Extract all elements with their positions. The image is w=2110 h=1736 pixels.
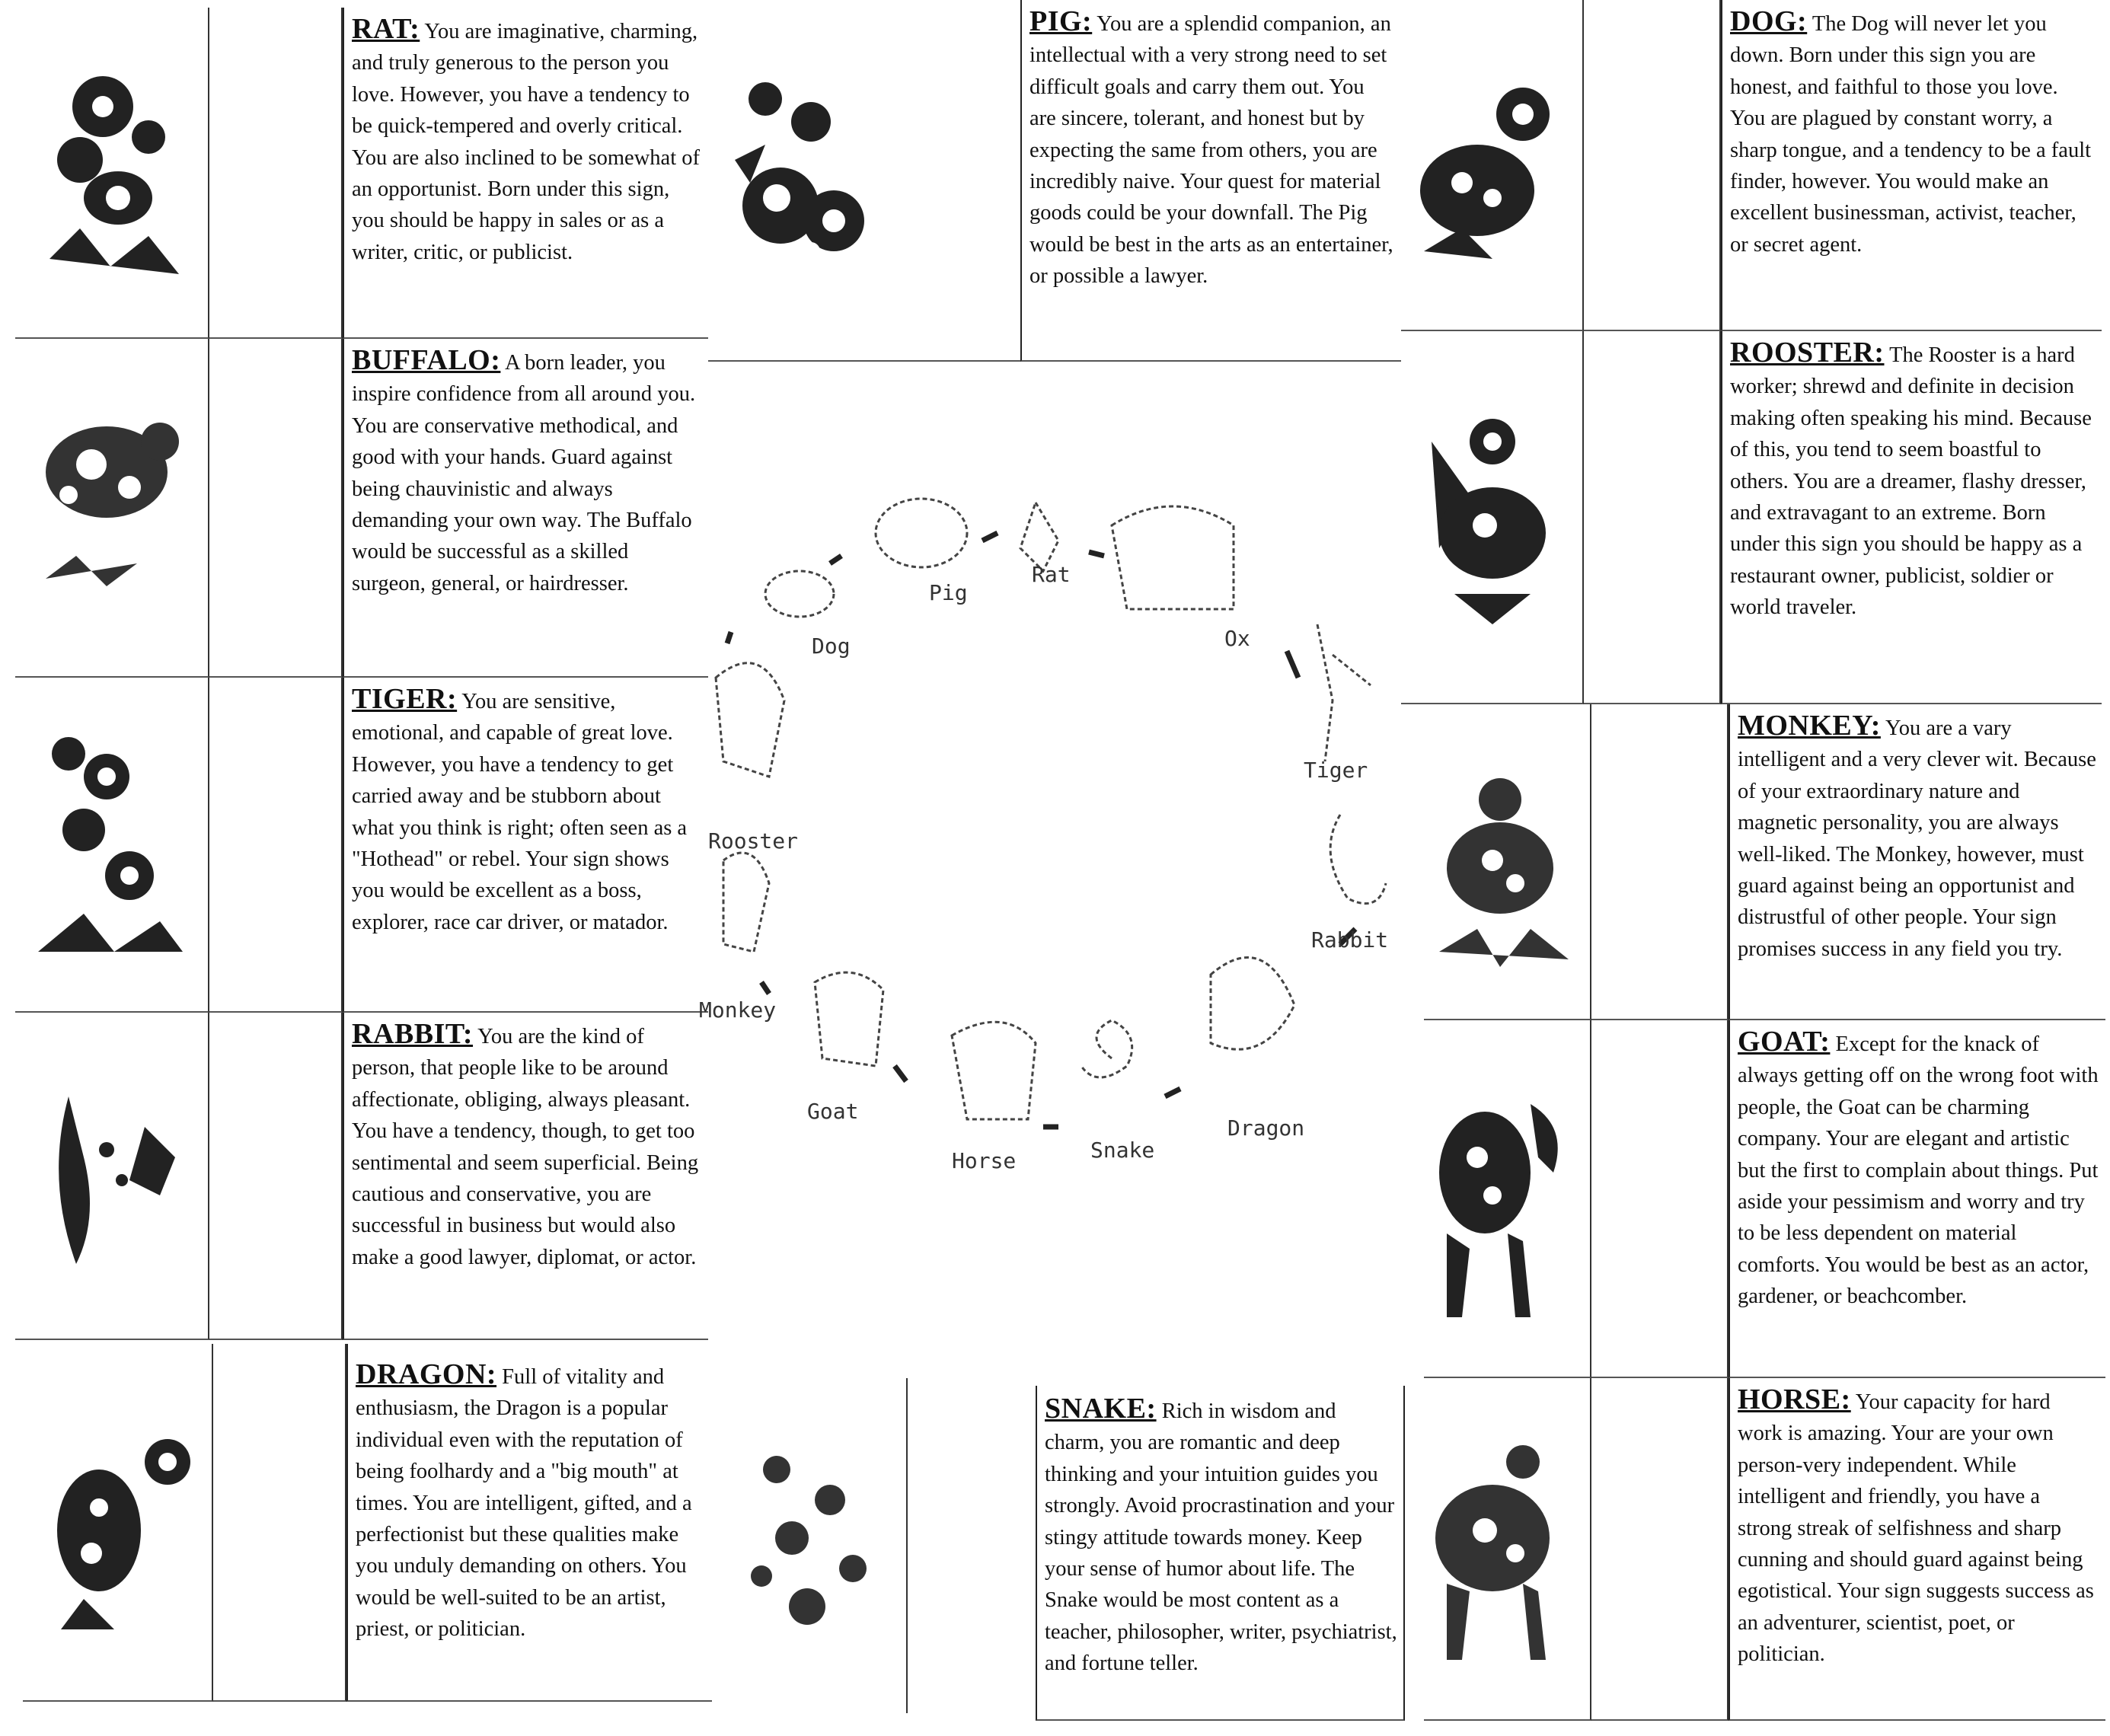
rooster-description bbox=[1721, 331, 2102, 704]
rooster-heading: ROOSTER: bbox=[1730, 337, 1885, 369]
dragon-blank-cell bbox=[213, 1344, 346, 1702]
wheel-label-monkey: Monkey bbox=[699, 997, 777, 1023]
pig-description bbox=[1020, 0, 1401, 362]
horse-description bbox=[1729, 1378, 2105, 1721]
dog-description bbox=[1721, 0, 2102, 331]
rat-text: You are imaginative, charming, and truly generous to the person you love. However, you have a tendency to be quick-tempered and overly critical. You are also inclined to be somewhat of an opportunist. Born under this sign, you should be happy in sales or as a writer, critic, or publicist. bbox=[352, 20, 700, 264]
rat-blank-cell bbox=[209, 8, 343, 339]
tiger-papercut-image bbox=[23, 723, 198, 967]
snake-papercut-image bbox=[731, 1439, 899, 1645]
rat-description bbox=[343, 8, 708, 339]
snake-heading: SNAKE: bbox=[1045, 1393, 1157, 1425]
pig-text: You are a splendid companion, an intellectual with a very strong need to set difficult goals and carry them out. You are sincere, tolerant, and honest but by expecting the same from others, you are incredibly naive. Your quest for material goods could be your downfall. The Pig would be best in the arts as an entertainer, or possible a lawyer. bbox=[1029, 12, 1393, 289]
horse-blank-cell bbox=[1591, 1378, 1729, 1721]
wheel-label-dog: Dog bbox=[812, 633, 851, 659]
dragon-description bbox=[346, 1344, 712, 1702]
pig-papercut-image bbox=[720, 69, 887, 297]
dragon-papercut-image bbox=[38, 1416, 206, 1645]
dog-text: The Dog will never let you down. Born under this sign you are honest, and faithful to those you love. You are plagued by constant worry, a sharp tongue, and a tendency to be a fault finder, however. You would make an excellent businessman, activist, teacher, or secret agent. bbox=[1730, 12, 2092, 257]
monkey-papercut-image bbox=[1416, 754, 1584, 982]
rabbit-description bbox=[343, 1013, 708, 1340]
snake-text: Rich in wisdom and charm, you are romantic and deep thinking and your intuition guides you strongly. Avoid procrastination and your stingy attitude towards money. Keep your sense of humor about life. The Snake would be most content as a teacher, philosopher, writer, psychiatrist, and fortune teller. bbox=[1045, 1399, 1397, 1676]
monkey-blank-cell bbox=[1591, 704, 1729, 1020]
wheel-label-ox: Ox bbox=[1224, 626, 1250, 651]
pig-heading: PIG: bbox=[1029, 5, 1093, 37]
monkey-description bbox=[1729, 704, 2105, 1020]
monkey-heading: MONKEY: bbox=[1738, 710, 1881, 742]
snake-left-rule bbox=[906, 1378, 908, 1713]
rooster-blank-cell bbox=[1584, 331, 1721, 704]
dog-papercut-image bbox=[1409, 76, 1576, 274]
buffalo-papercut-image bbox=[23, 388, 198, 632]
rabbit-papercut-image bbox=[30, 1066, 198, 1294]
buffalo-heading: BUFFALO: bbox=[352, 344, 501, 376]
monkey-text: You are a vary intelligent and a very clever wit. Because of your extraordinary nature and magnetic personality, you are always well-liked. The Monkey, however, must guard against being an opportunist and distrustful of other people. Your sign promises success in any field you try. bbox=[1738, 716, 2096, 961]
tiger-blank-cell bbox=[209, 678, 343, 1013]
goat-text: Except for the knack of always getting off on the wrong foot with people, the Goat can be charming company. Your are elegant and artistic but the first to complain about things. Put aside your pessimism and worry and try to be less dependent on material comforts. You would be best as an actor, gardener, or beachcomber. bbox=[1738, 1032, 2099, 1309]
wheel-label-rabbit: Rabbit bbox=[1311, 927, 1389, 953]
buffalo-description bbox=[343, 339, 708, 678]
tiger-heading: TIGER: bbox=[352, 683, 458, 715]
dog-blank-cell bbox=[1584, 0, 1721, 331]
wheel-label-goat: Goat bbox=[807, 1099, 859, 1124]
rabbit-text: You are the kind of person, that people like to be around affectionate, obliging, always pleasant. You have a tendency, though, to get too sentimental and seem superficial. Being cautious and conservative, you are successful in business but would also make a good lawyer, diplomat, or actor. bbox=[352, 1025, 699, 1269]
horse-text: Your capacity for hard work is amazing. Your are your own person-very independent. While intelligent and friendly, you have a strong streak of selfishness and sharp cunning and should guard against being egotistical. Your sign suggests success as an adventurer, scientist, poet, or politician. bbox=[1738, 1390, 2094, 1667]
wheel-label-dragon: Dragon bbox=[1227, 1115, 1305, 1141]
rat-papercut-image bbox=[34, 46, 194, 289]
wheel-label-tiger: Tiger bbox=[1304, 758, 1368, 783]
goat-heading: GOAT: bbox=[1738, 1026, 1831, 1058]
horse-heading: HORSE: bbox=[1738, 1383, 1851, 1415]
wheel-label-pig: Pig bbox=[929, 580, 968, 605]
snake-description bbox=[1036, 1386, 1405, 1721]
wheel-label-rat: Rat bbox=[1032, 562, 1071, 587]
wheel-label-rooster: Rooster bbox=[708, 828, 799, 854]
wheel-label-snake: Snake bbox=[1090, 1138, 1155, 1163]
tiger-description bbox=[343, 678, 708, 1013]
rabbit-heading: RABBIT: bbox=[352, 1018, 474, 1050]
tiger-text: You are sensitive, emotional, and capable of great love. However, you have a tendency to get carried away and be stubborn about what you think is right; often seen as a "Hothead" or rebel. Your sign shows you would be excellent as a boss, explorer, race car driver, or matador. bbox=[352, 690, 688, 934]
rooster-papercut-image bbox=[1409, 396, 1576, 640]
dragon-heading: DRAGON: bbox=[356, 1358, 497, 1390]
buffalo-blank-cell bbox=[209, 339, 343, 678]
horse-papercut-image bbox=[1416, 1431, 1584, 1675]
rabbit-blank-cell bbox=[209, 1013, 343, 1340]
buffalo-text: A born leader, you inspire confidence from all around you. You are conservative methodical, and good with your hands. Guard against being chauvinistic and always demanding your own way. The Buffalo would be successful as a skilled surgeon, general, or hairdresser. bbox=[352, 351, 696, 595]
wheel-label-horse: Horse bbox=[952, 1148, 1017, 1173]
goat-papercut-image bbox=[1416, 1081, 1584, 1325]
dragon-text: Full of vitality and enthusiasm, the Dragon is a popular individual even with the reputation of being foolhardy and a "big mouth" at times. You are intelligent, gifted, and a perfectionist but these qualities make you unduly demanding on others. You would be well-suited to be an artist, priest, or politician. bbox=[356, 1365, 692, 1642]
rat-heading: RAT: bbox=[352, 13, 420, 45]
rooster-text: The Rooster is a hard worker; shrewd and definite in decision making often speaking his mind. Because of this, you tend to seem boastful to others. You are a dreamer, flashy dresser, and extravagant to an extreme. Born under this sign you should be happy as a restaurant owner, publicist, soldier or world traveler. bbox=[1730, 343, 2092, 620]
goat-description bbox=[1729, 1020, 2105, 1378]
dog-heading: DOG: bbox=[1730, 5, 1808, 37]
goat-blank-cell bbox=[1591, 1020, 1729, 1378]
